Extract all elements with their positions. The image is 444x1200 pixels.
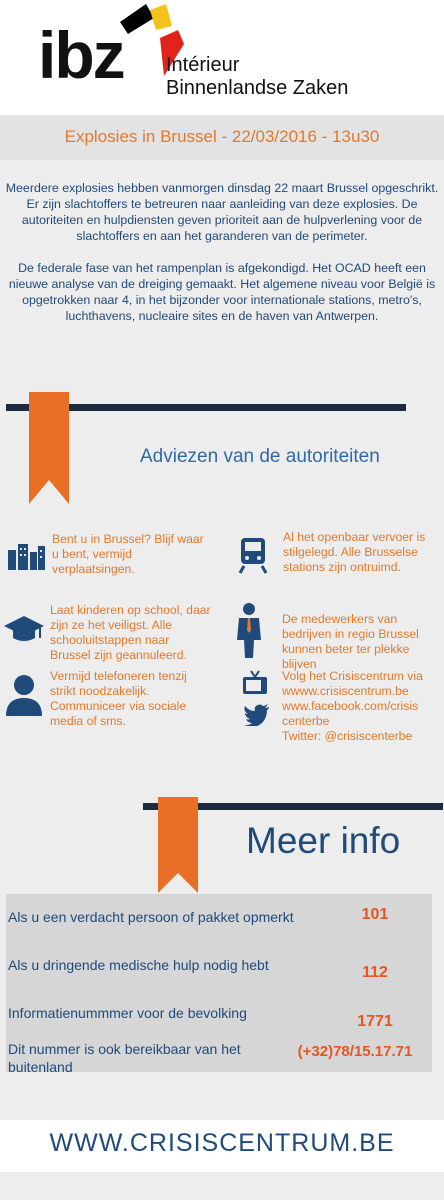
advice-avoid-calls: Vermijd telefoneren tenzij strikt noodzakelijk. Communiceer via sociale media of sms. — [50, 669, 187, 728]
intro-paragraph-1: Meerdere explosies hebben vanmorgen dinsdag 22 maart Brussel opgeschrikt. Er zijn slachtoffers te betreuren naar aanleiding van deze explosies. De autoriteiten en hulpdiensten geven prioriteit aan de hulpverlening voor de slachtoffers en aan het garanderen van de perimeter. — [5, 181, 439, 243]
ministry-line-fr: Intérieur — [166, 54, 240, 76]
info-row-number-1771: 1771 — [357, 1013, 393, 1030]
advice-transport-halted: Al het openbaar vervoer is stilgelegd. Alle Brusselse stations zijn ontruimd. — [283, 530, 426, 574]
page-title: Explosies in Brussel - 22/03/2016 - 13u30 — [64, 127, 380, 146]
graduation-cap-icon — [4, 614, 44, 644]
info-row-label-medical: Als u dringende medische hulp nodig hebt — [8, 957, 269, 973]
person-icon — [4, 674, 44, 716]
meer-info-heading: Meer info — [246, 820, 401, 861]
intro-text — [2, 180, 442, 340]
advice-children-school: Laat kinderen op school, daar zijn ze het veiligst. Alle schooluitstappen naar Brussel zijn geannuleerd. — [50, 603, 211, 662]
advice-follow-crisiscentrum — [282, 669, 442, 744]
info-row-number-112: 112 — [362, 964, 388, 981]
intro-paragraph-2: De federale fase van het rampenplan is afgekondigd. Het OCAD heeft een nieuwe analyse van de dreiging gemaakt. Het algemene niveau voor België is opgetrokken naar 4, in het bijzonder voor internationale stations, metro's, luchthavens, nucleaire sites en de haven van Antwerpen. — [8, 261, 436, 323]
advice-employees-stay: De medewerkers van bedrijven in regio Brussel kunnen beter ter plekke blijven — [282, 612, 419, 671]
info-row-label-abroad: Dit nummer is ook bereikbaar van het buitenland — [8, 1041, 241, 1075]
ministry-name — [166, 54, 348, 100]
ministry-line-nl: Binnenlandse Zaken — [166, 77, 349, 99]
city-icon — [6, 536, 46, 570]
ibz-logo: ibz — [38, 18, 124, 92]
adviezen-heading: Adviezen van de autoriteiten — [140, 446, 380, 467]
facebook-link[interactable]: www.facebook.com/crisis — [282, 699, 419, 713]
facebook-link-cont[interactable]: centerbe — [282, 714, 330, 728]
info-row-number-abroad: (+32)78/15.17.71 — [297, 1043, 413, 1060]
orange-ribbon-2 — [158, 797, 198, 893]
orange-ribbon — [29, 392, 69, 504]
info-row-number-101: 101 — [361, 906, 389, 923]
tv-icon — [242, 670, 268, 696]
info-row-label-suspect: Als u een verdacht persoon of pakket opmerkt — [8, 909, 294, 925]
twitter-link[interactable]: Twitter: @crisiscenterbe — [282, 729, 413, 743]
info-row-label-information: Informatienummmer voor de bevolking — [8, 1005, 247, 1021]
follow-line: Volg het Crisiscentrum via — [282, 669, 423, 683]
businessman-icon — [234, 602, 264, 660]
website-link[interactable]: wwww.crisiscentrum.be — [282, 684, 409, 698]
footer-website-link[interactable]: WWW.CRISISCENTRUM.BE — [49, 1129, 395, 1157]
train-icon — [238, 536, 268, 574]
advice-stay-in-place: Bent u in Brussel? Blijf waar u bent, vermijd verplaatsingen. — [52, 532, 204, 576]
twitter-icon — [244, 704, 270, 726]
